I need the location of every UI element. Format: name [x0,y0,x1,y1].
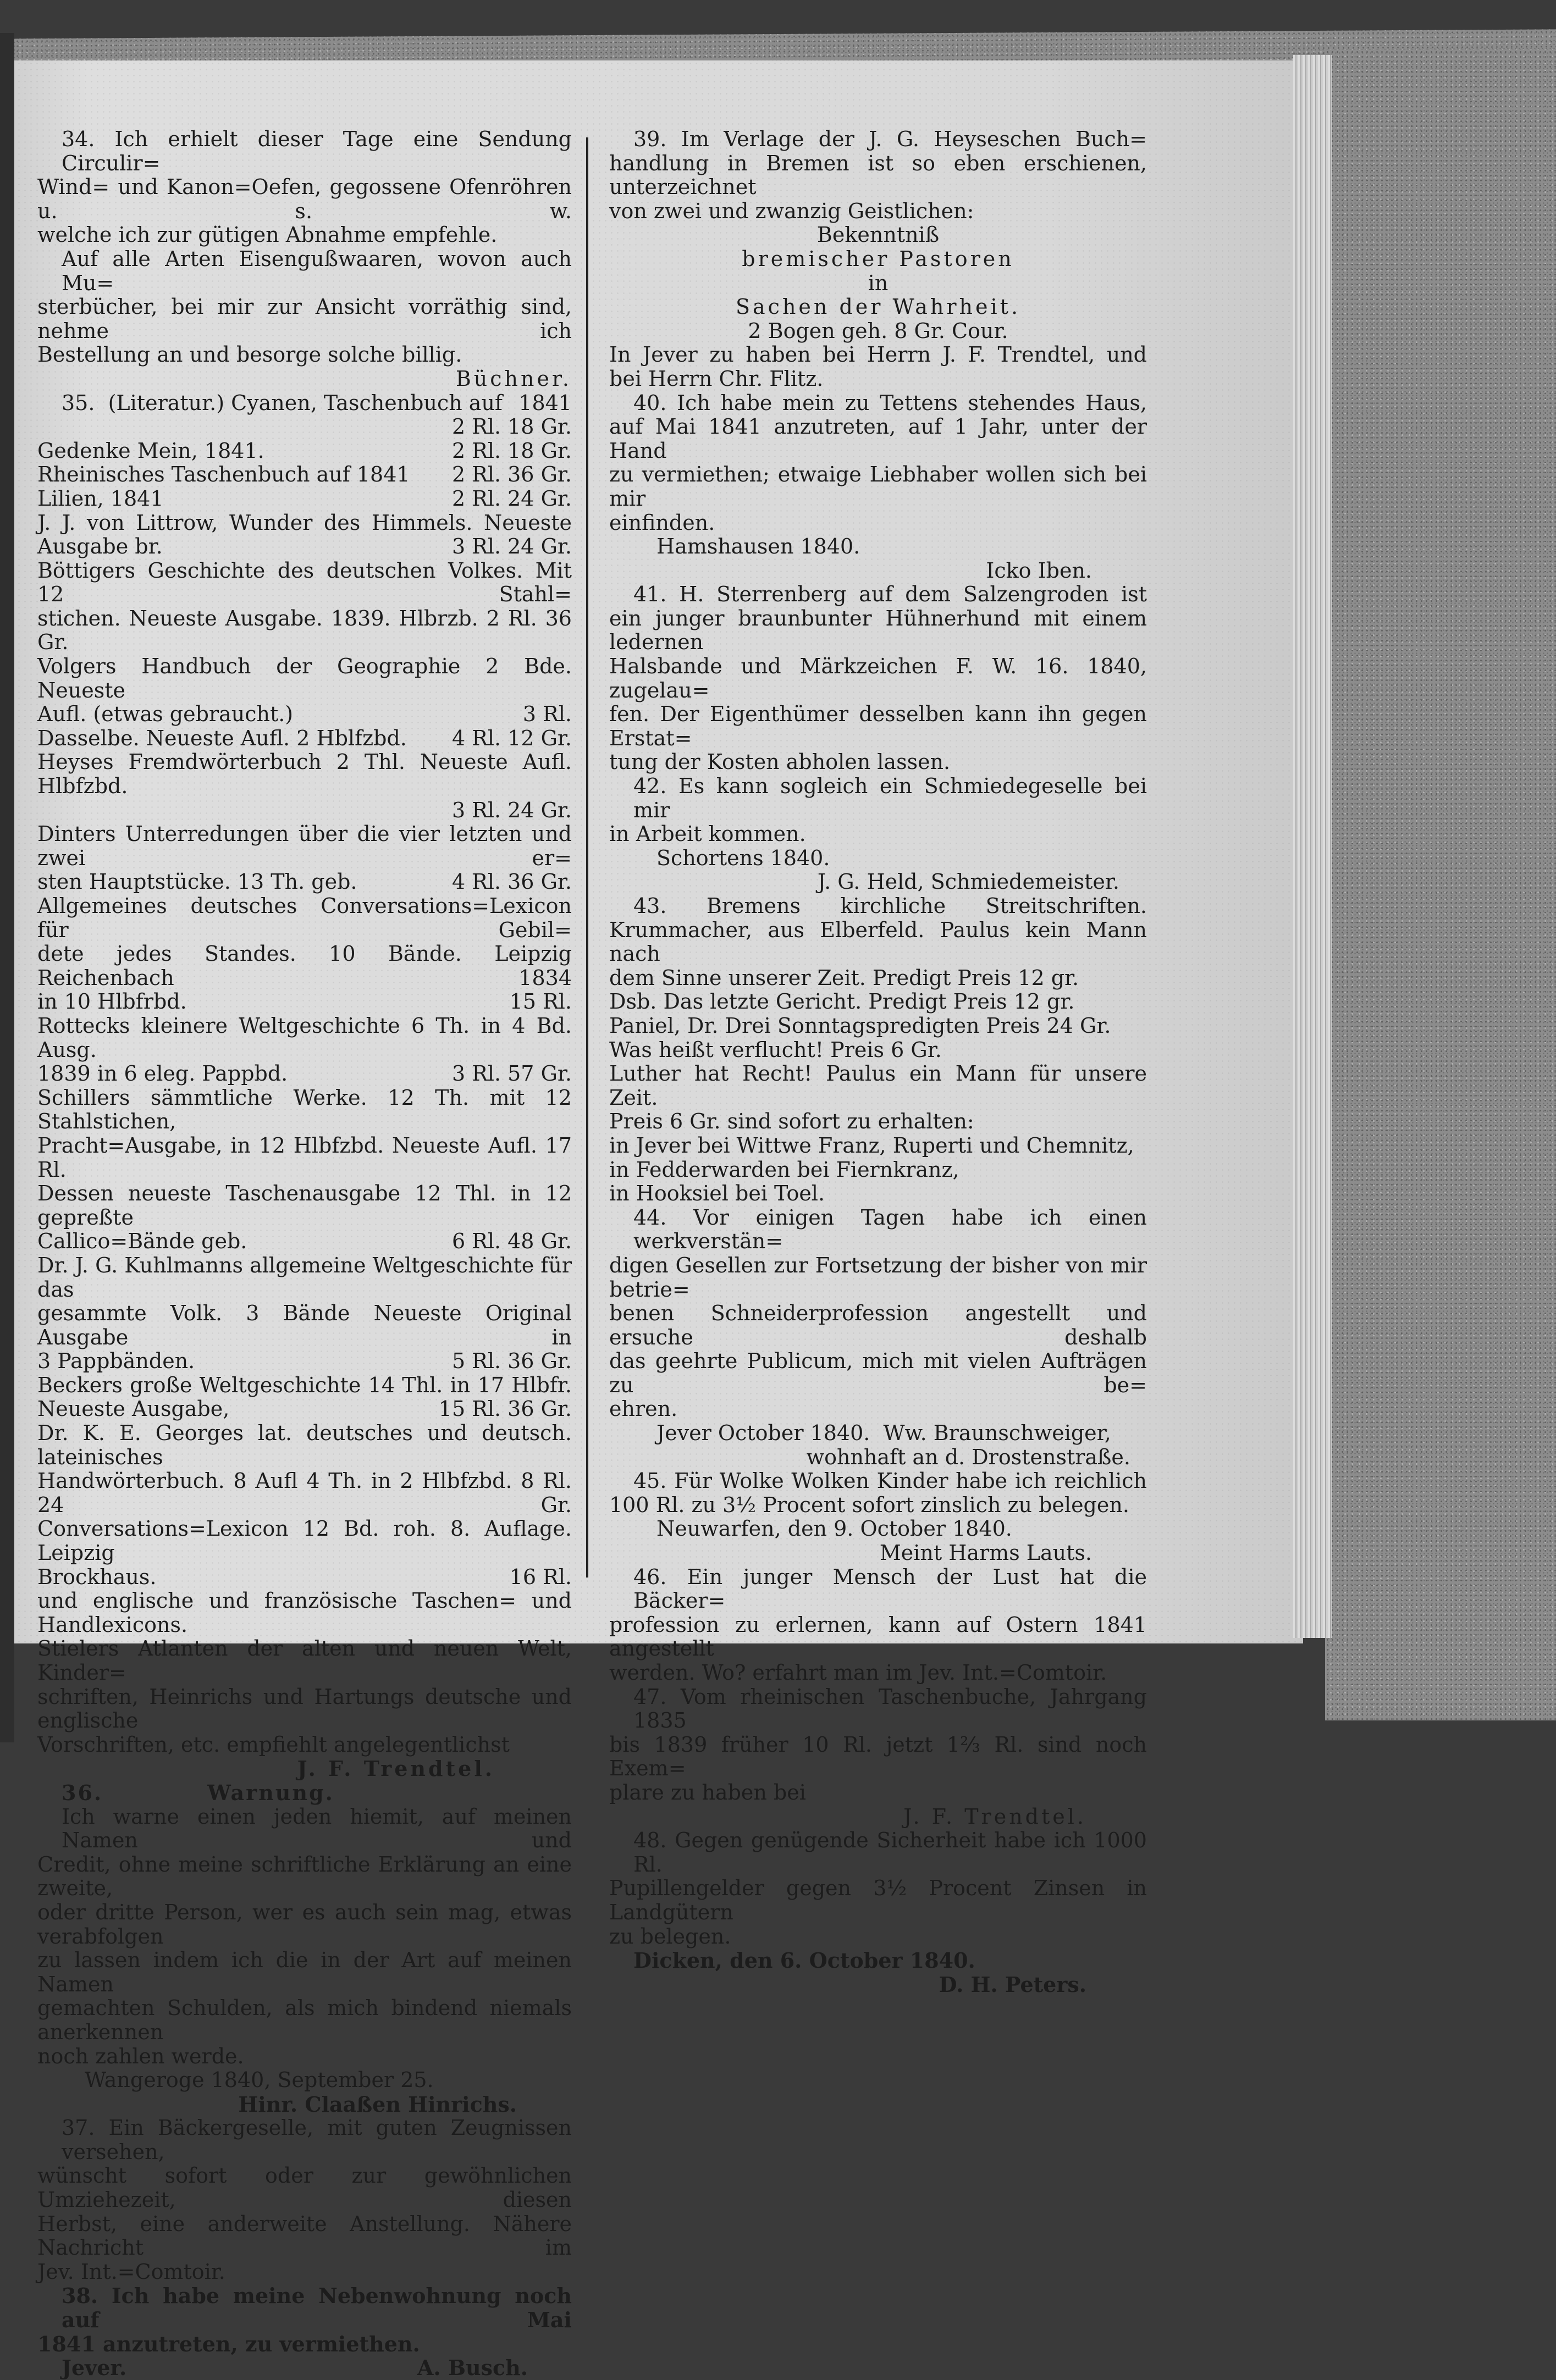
left-text-line: Wangeroge 1840, September 25. [85,2068,434,2093]
left-text-line: Wind= und Kanon=Oefen, gegossene Ofenröhren u. s. w. [37,175,572,223]
left-text-line: Ich warne einen jeden hiemit, auf meinen Namen und [62,1804,572,1853]
left-text-line: dete jedes Standes. 10 Bände. Leipzig Reichenbach 1834 [37,942,572,990]
left-price-line [37,1781,572,1805]
right-text-line: tung der Kosten abholen lassen. [609,750,951,774]
entry-title: Rheinisches Taschenbuch auf 1841 [37,462,410,487]
right-text-line: Was heißt verflucht! Preis 6 Gr. [609,1037,942,1062]
left-text-line: Dessen neueste Taschenausgabe 12 Thl. in 12 gepreßte [37,1181,572,1230]
left-text-line: Handwörterbuch. 8 Aufl 4 Th. in 2 Hlbfzbd. 8 Rl. 24 Gr. [37,1469,572,1517]
entry-title: in 10 Hlbfrbd. [37,989,187,1014]
left-text-line: Credit, ohne meine schriftliche Erklärung an eine zweite, [37,1852,572,1901]
left-text-line: Jev. Int.=Comtoir. [37,2259,225,2284]
left-text-line: Allgemeines deutsches Conversations=Lexicon für Gebil= [37,894,572,942]
binding-gutter [0,33,14,1742]
left-price-line [37,702,572,727]
right-text-line: einfinden. [609,510,715,535]
page-stack-edge [1293,55,1332,1638]
left-price-line [37,439,572,463]
left-price-line [37,727,572,751]
right-text-line: D. H. Peters. [939,1972,1086,1997]
right-text-line: Meint Harms Lauts. [879,1541,1092,1565]
right-text-line: Paniel, Dr. Drei Sonntagspredigten Preis 24 Gr. [609,1013,1111,1038]
left-price-line [37,535,572,559]
entry-price: 2 Rl. 36 Gr. [451,462,572,487]
left-text-line: Böttigers Geschichte des deutschen Volkes. Mit 12 Stahl= [37,558,572,607]
right-text-line: 47. Vom rheinischen Taschenbuche, Jahrgang 1835 [633,1684,1147,1733]
left-text-line: noch zahlen werde. [37,2044,244,2068]
right-text-line: zu vermiethen; etwaige Liebhaber wollen sich bei mir [609,462,1147,511]
right-text-line: J. F. Trendtel. [903,1804,1086,1829]
left-text-line: Conversations=Lexicon 12 Bd. roh. 8. Auflage. Leipzig [37,1516,572,1565]
entry-price: 15 Rl. [509,989,572,1014]
left-text-line: Auf alle Arten Eisengußwaaren, wovon auch Mu= [62,246,572,295]
right-text-line: Hamshausen 1840. [656,534,860,559]
entry-price: 3 Rl. [522,702,572,727]
left-text-line: Volgers Handbuch der Geographie 2 Bde. Neueste [37,654,572,702]
left-text-line: Beckers große Weltgeschichte 14 Thl. in 17 Hlbfr. [37,1372,572,1397]
left-price-line [37,391,572,416]
right-text-line: Preis 6 Gr. sind sofort zu erhalten: [609,1109,974,1134]
right-text-line: 41. H. Sterrenberg auf dem Salzengroden ist [633,582,1147,607]
entry-title: Aufl. (etwas gebraucht.) [37,702,294,727]
left-column [37,128,572,2380]
right-text-line: Icko Iben. [986,558,1092,583]
right-text-line: in Arbeit kommen. [609,822,806,846]
right-text-line: wohnhaft an d. Drostenstraße. [806,1444,1130,1469]
left-price-line [37,870,572,894]
left-text-line: und englische und französische Taschen= und Handlexicons. [37,1588,572,1637]
entry-price: 16 Rl. [509,1564,572,1589]
left-text-line: stichen. Neueste Ausgabe. 1839. Hlbrzb. 2 Rl. 36 Gr. [37,606,572,655]
right-text-line: 45. Für Wolke Wolken Kinder habe ich reichlich [633,1469,1147,1493]
right-text-line: 48. Gegen genügende Sicherheit habe ich 1000 Rl. [633,1828,1147,1877]
entry-title: Ausgabe br. [37,534,163,559]
left-text-line: Bestellung an und besorge solche billig. [37,342,462,367]
column-divider [586,137,588,1578]
entry-price: A. Busch. [417,2355,528,2380]
right-text-line: bei Herrn Chr. Flitz. [609,366,824,391]
right-text-line: zu belegen. [609,1924,731,1949]
left-text-line: zu lassen indem ich die in der Art auf meinen Namen [37,1948,572,1996]
right-text-line: in Jever bei Wittwe Franz, Ruperti und Chemnitz, [609,1133,1134,1158]
left-text-line: Stielers Atlanten der alten und neuen Welt, Kinder= [37,1636,572,1685]
left-text-line: Dinters Unterredungen über die vier letzten und zwei er= [37,822,572,870]
right-text-line: Luther hat Recht! Paulus ein Mann für unsere Zeit. [609,1061,1147,1110]
right-text-line: auf Mai 1841 anzutreten, auf 1 Jahr, unter der Hand [609,414,1147,463]
left-text-line: Herbst, eine anderweite Anstellung. Nähere Nachricht im [37,2211,572,2260]
left-text-line: welche ich zur gütigen Abnahme empfehle. [37,223,498,247]
entry-price: 5 Rl. 36 Gr. [451,1349,572,1374]
entry-price: 3 Rl. 57 Gr. [451,1061,572,1086]
left-price-line [37,487,572,511]
left-price-line [37,2356,572,2380]
left-text-line: 38. Ich habe meine Nebenwohnung noch auf Mai [62,2283,572,2333]
left-text-line: Heyses Fremdwörterbuch 2 Thl. Neueste Aufl. Hlbfzbd. [37,750,572,799]
entry-title: Dasselbe. Neueste Aufl. 2 Hblfzbd. [37,726,407,750]
entry-price: 2 Rl. 18 Gr. [451,438,572,463]
entry-title: 3 Pappbänden. [37,1349,195,1374]
entry-price: 1841 [518,390,572,415]
left-text-line: Dr. K. E. Georges lat. deutsches und deutsch. lateinisches [37,1421,572,1469]
right-text-line: plare zu haben bei [609,1780,806,1805]
right-text-line: Halsbande und Märkzeichen F. W. 16. 1840, zugelau= [609,654,1147,702]
right-text-line: Dsb. Das letzte Gericht. Predigt Preis 12 gr. [609,989,1075,1014]
right-text-line: 43. Bremens kirchliche Streitschriften. [633,894,1147,918]
right-text-line: profession zu erlernen, kann auf Ostern 1841 angestellt [609,1612,1147,1661]
right-text-line: benen Schneiderprofession angestellt und ersuche deshalb [609,1301,1147,1349]
right-text-line: bremischer Pastoren [742,246,1014,271]
entry-price: 3 Rl. 24 Gr. [451,534,572,559]
right-text-line: in [868,270,889,295]
right-text-line: J. G. Held, Schmiedemeister. [817,870,1119,894]
right-text-line: in Fedderwarden bei Fiernkranz, [609,1157,959,1182]
left-price-line [37,1349,572,1374]
right-text-line: fen. Der Eigenthümer desselben kann ihn gegen Erstat= [609,702,1147,750]
entry-title: Callico=Bände geb. [37,1229,247,1254]
entry-title: 1839 in 6 eleg. Pappbd. [37,1061,288,1086]
entry-title: sten Hauptstücke. 13 Th. geb. [37,870,357,894]
right-text-line: Krummacher, aus Elberfeld. Paulus kein Mann nach [609,917,1147,966]
entry-title: Neueste Ausgabe, [37,1397,230,1421]
left-text-line: gesammte Volk. 3 Bände Neueste Original Ausgabe in [37,1301,572,1349]
left-text-line: Pracht=Ausgabe, in 12 Hlbfzbd. Neueste Aufl. 17 Rl. [37,1133,572,1182]
left-price-line [37,415,572,439]
left-price-line [37,463,572,487]
entry-price: 15 Rl. 36 Gr. [438,1397,572,1421]
left-price-line [37,1565,572,1590]
entry-title: Gedenke Mein, 1841. [37,438,264,463]
left-text-line: J. J. von Littrow, Wunder des Himmels. Neueste [37,510,572,535]
right-text-line: Pupillengelder gegen 3½ Procent Zinsen in Landgütern [609,1876,1147,1924]
entry-title: 36. [62,1780,103,1805]
right-text-line: 40. Ich habe mein zu Tettens stehendes Haus, [633,390,1147,415]
left-text-line: sterbücher, bei mir zur Ansicht vorräthig sind, nehme ich [37,295,572,343]
entry-title: 35. (Literatur.) Cyanen, Taschenbuch auf [62,390,503,415]
right-text-line: Jever October 1840. Ww. Braunschweiger, [656,1421,1111,1446]
left-text-line: wünscht sofort oder zur gewöhnlichen Umziehezeit, diesen [37,2163,572,2212]
right-text-line: ehren. [609,1397,678,1421]
right-text-line: Bekenntniß [816,223,940,247]
entry-price: 6 Rl. 48 Gr. [451,1229,572,1254]
right-text-line: 42. Es kann sogleich ein Schmiedegeselle bei mir [633,774,1147,822]
left-text-line: Büchner. [455,366,572,391]
entry-price: 4 Rl. 36 Gr. [451,870,572,894]
left-text-line: oder dritte Person, wer es auch sein mag, etwas verabfolgen [37,1900,572,1949]
left-price-line [37,990,572,1014]
right-text-line: Dicken, den 6. October 1840. [633,1948,975,1973]
left-text-line: Rottecks kleinere Weltgeschichte 6 Th. in 4 Bd. Ausg. [37,1013,572,1062]
right-column [609,128,1147,1996]
right-text-line: 100 Rl. zu 3½ Procent sofort zinslich zu belegen. [609,1492,1129,1517]
left-text-line: schriften, Heinrichs und Hartungs deutsche und englische [37,1684,572,1733]
left-text-line: Hinr. Claaßen Hinrichs. [238,2091,517,2117]
right-text-line: Schortens 1840. [656,845,830,870]
right-text-line: 46. Ein junger Mensch der Lust hat die Bäcker= [633,1564,1147,1613]
book-fore-edge [1325,49,1556,1720]
right-text-line: von zwei und zwanzig Geistlichen: [609,198,974,223]
left-price-line [37,1397,572,1421]
right-text-line: ein junger braunbunter Hühnerhund mit einem ledernen [609,606,1147,655]
left-text-line: 37. Ein Bäckergeselle, mit guten Zeugnissen versehen, [62,2116,572,2164]
left-text-line: Vorschriften, etc. empfiehlt angelegentlichst [37,1732,510,1757]
right-text-line: digen Gesellen zur Fortsetzung der bisher von mir betrie= [609,1253,1147,1302]
right-text-line: werden. Wo? erfahrt man im Jev. Int.=Comtoir. [609,1661,1107,1685]
left-price-line [37,1230,572,1254]
right-text-line: handlung in Bremen ist so eben erschienen, unterzeichnet [609,151,1147,200]
entry-title: Lilien, 1841 [37,486,164,511]
right-text-line: 44. Vor einigen Tagen habe ich einen werkverstän= [633,1205,1147,1254]
right-text-line: In Jever zu haben bei Herrn J. F. Trendtel, und [609,342,1147,367]
entry-title: Brockhaus. [37,1564,157,1589]
right-text-line: 39. Im Verlage der J. G. Heyseschen Buch= [633,127,1147,151]
right-text-line: bis 1839 früher 10 Rl. jetzt 1⅔ Rl. sind noch Exem= [609,1732,1147,1781]
right-text-line: 2 Bogen geh. 8 Gr. Cour. [748,318,1008,343]
left-text-line: J. F. Trendtel. [297,1756,495,1781]
right-text-line: in Hooksiel bei Toel. [609,1181,825,1206]
left-text-line: 1841 anzutreten, zu vermiethen. [37,2331,420,2356]
left-price-line [37,1062,572,1086]
left-text-line: Schillers sämmtliche Werke. 12 Th. mit 12 Stahlstichen, [37,1085,572,1134]
entry-price: 2 Rl. 18 Gr. [451,414,572,439]
right-text-line: das geehrte Publicum, mich mit vielen Aufträgen zu be= [609,1349,1147,1397]
right-text-line: Neuwarfen, den 9. October 1840. [656,1516,1012,1541]
left-price-line [37,799,572,823]
entry-price: 2 Rl. 24 Gr. [451,486,572,511]
left-text-line: 34. Ich erhielt dieser Tage eine Sendung Circulir= [62,127,572,175]
entry-title: Jever. [62,2355,127,2380]
entry-price: Warnung. [207,1780,334,1805]
left-text-line: Dr. J. G. Kuhlmanns allgemeine Weltgeschichte für das [37,1253,572,1302]
left-text-line: gemachten Schulden, als mich bindend niemals anerkennen [37,1996,572,2044]
right-text-line: Sachen der Wahrheit. [735,295,1021,319]
right-text-line: dem Sinne unserer Zeit. Predigt Preis 12 gr. [609,965,1079,990]
entry-price: 3 Rl. 24 Gr. [451,798,572,822]
entry-price: 4 Rl. 12 Gr. [451,726,572,750]
